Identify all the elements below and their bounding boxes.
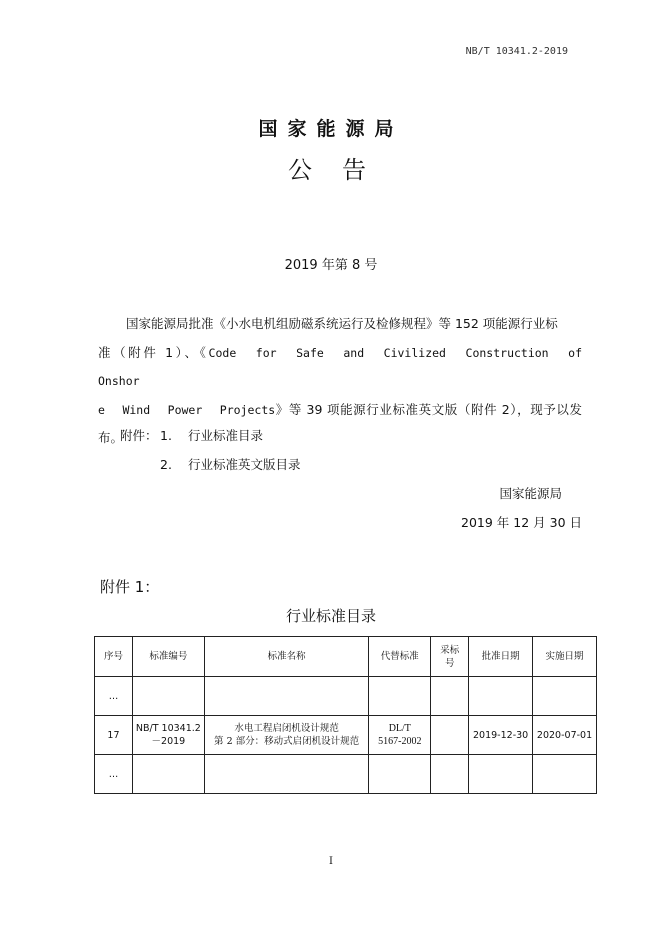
cell-name: 水电工程启闭机设计规范 第 2 部分：移动式启闭机设计规范 [204,716,369,755]
table-row [95,755,597,794]
cell-name [204,755,369,794]
table-title: 行业标准目录 [285,607,376,625]
body-line-1: 国家能源局批准《小水电机组励磁系统运行及检修规程》等 152 项能源行业标 [126,316,558,331]
notice-title: 公告 [288,156,396,184]
appendix-label: 附件 1： [100,578,160,596]
cell-replace [369,677,431,716]
cell-adopt [431,716,469,755]
cell-implement [533,755,597,794]
cell-code: NB/T 10341.2 －2019 [132,716,204,755]
cell-approve [469,677,533,716]
header-cell: 标准编号 [132,637,204,677]
cell-code [132,677,204,716]
standard-code-header: NB/T 10341.2-2019 [465,46,568,57]
cell-code [132,755,204,794]
document-number: 2019 年第 8 号 [284,258,378,273]
header-cell: 标准名称 [204,637,369,677]
page-number: I [329,856,333,867]
table-row [95,716,597,755]
body-line-3: e Wind Power Projects》等 39 项能源行业标准英文版（附件 2），现予以发布。 [98,401,582,445]
attachment-item: 1. 行业标准目录 [160,428,264,443]
header-cell: 实施日期 [533,637,597,677]
header-cell: 采标 号 [431,637,469,677]
agency-title: 国家能源局 [258,118,404,140]
header-cell: 代替标准 [369,637,431,677]
signature-org: 国家能源局 [499,486,562,501]
cell-implement: 2020-07-01 [533,716,597,755]
cell-implement [533,677,597,716]
table-row [95,677,597,716]
cell-adopt [431,755,469,794]
cell-no: … [95,677,133,716]
body-line-2: 准（附件 1）、《Code for Safe and Civilized Construction of Onshor [98,344,582,388]
cell-no: 17 [95,716,133,755]
standards-table [94,636,597,794]
cell-replace: DL/T 5167-2002 [369,716,431,755]
cell-approve: 2019-12-30 [469,716,533,755]
signature-date: 2019 年 12 月 30 日 [461,515,582,530]
cell-name [204,677,369,716]
cell-no: … [95,755,133,794]
attachments-label: 附件： [120,428,158,443]
cell-replace [369,755,431,794]
attachment-item: 2. 行业标准英文版目录 [160,457,301,472]
cell-adopt [431,677,469,716]
table-header-row [95,637,597,677]
header-cell: 批准日期 [469,637,533,677]
cell-approve [469,755,533,794]
header-cell: 序号 [95,637,133,677]
